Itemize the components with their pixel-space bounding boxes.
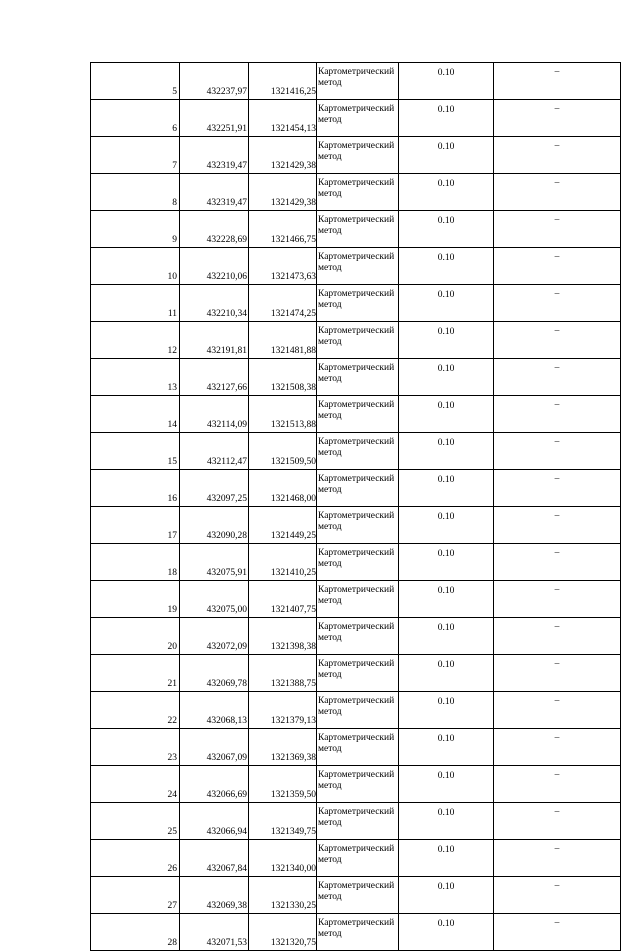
method-text: Картометрический метод bbox=[318, 696, 395, 717]
point-number-cell: 23 bbox=[91, 729, 180, 766]
table-row bbox=[91, 322, 621, 359]
accuracy-cell: 0.10 bbox=[399, 877, 494, 914]
point-number-cell: 13 bbox=[91, 359, 180, 396]
table-row bbox=[91, 581, 621, 618]
x-coordinate-cell: 432067,84 bbox=[180, 840, 249, 877]
x-coordinate-cell: 432072,09 bbox=[180, 618, 249, 655]
table-row bbox=[91, 914, 621, 951]
method-cell bbox=[317, 359, 399, 396]
note-cell: – bbox=[494, 507, 621, 544]
accuracy-cell: 0.10 bbox=[399, 914, 494, 951]
method-text: Картометрический метод bbox=[318, 326, 395, 347]
note-cell: – bbox=[494, 322, 621, 359]
method-text: Картометрический метод bbox=[318, 215, 395, 236]
y-coordinate-cell: 1321320,75 bbox=[249, 914, 317, 951]
x-coordinate-cell: 432319,47 bbox=[180, 137, 249, 174]
method-cell bbox=[317, 137, 399, 174]
method-text: Картометрический метод bbox=[318, 289, 395, 310]
method-cell bbox=[317, 581, 399, 618]
note-cell: – bbox=[494, 285, 621, 322]
point-number-cell: 12 bbox=[91, 322, 180, 359]
accuracy-cell: 0.10 bbox=[399, 211, 494, 248]
table-row bbox=[91, 248, 621, 285]
y-coordinate-cell: 1321416,25 bbox=[249, 63, 317, 100]
table-row bbox=[91, 285, 621, 322]
y-coordinate-cell: 1321513,88 bbox=[249, 396, 317, 433]
table-row bbox=[91, 655, 621, 692]
method-cell bbox=[317, 211, 399, 248]
point-number-cell: 28 bbox=[91, 914, 180, 951]
point-number-cell: 18 bbox=[91, 544, 180, 581]
x-coordinate-cell: 432127,66 bbox=[180, 359, 249, 396]
method-text: Картометрический метод bbox=[318, 585, 395, 606]
method-text: Картометрический метод bbox=[318, 881, 395, 902]
y-coordinate-cell: 1321369,38 bbox=[249, 729, 317, 766]
table-row bbox=[91, 766, 621, 803]
method-text: Картометрический метод bbox=[318, 733, 395, 754]
point-number-cell: 11 bbox=[91, 285, 180, 322]
method-text: Картометрический метод bbox=[318, 474, 395, 495]
method-cell bbox=[317, 618, 399, 655]
method-text: Картометрический метод bbox=[318, 770, 395, 791]
table-row bbox=[91, 507, 621, 544]
accuracy-cell: 0.10 bbox=[399, 359, 494, 396]
note-cell: – bbox=[494, 433, 621, 470]
y-coordinate-cell: 1321429,38 bbox=[249, 174, 317, 211]
method-cell bbox=[317, 470, 399, 507]
method-cell bbox=[317, 877, 399, 914]
y-coordinate-cell: 1321359,50 bbox=[249, 766, 317, 803]
method-cell bbox=[317, 692, 399, 729]
method-cell bbox=[317, 655, 399, 692]
note-cell: – bbox=[494, 840, 621, 877]
method-cell bbox=[317, 507, 399, 544]
accuracy-cell: 0.10 bbox=[399, 100, 494, 137]
x-coordinate-cell: 432075,00 bbox=[180, 581, 249, 618]
note-cell: – bbox=[494, 63, 621, 100]
y-coordinate-cell: 1321508,38 bbox=[249, 359, 317, 396]
accuracy-cell: 0.10 bbox=[399, 63, 494, 100]
y-coordinate-cell: 1321379,13 bbox=[249, 692, 317, 729]
method-cell bbox=[317, 396, 399, 433]
method-cell bbox=[317, 63, 399, 100]
note-cell: – bbox=[494, 174, 621, 211]
note-cell: – bbox=[494, 544, 621, 581]
y-coordinate-cell: 1321349,75 bbox=[249, 803, 317, 840]
note-cell: – bbox=[494, 914, 621, 951]
note-cell: – bbox=[494, 581, 621, 618]
method-cell bbox=[317, 766, 399, 803]
y-coordinate-cell: 1321466,75 bbox=[249, 211, 317, 248]
note-cell: – bbox=[494, 618, 621, 655]
x-coordinate-cell: 432228,69 bbox=[180, 211, 249, 248]
method-cell bbox=[317, 248, 399, 285]
method-cell bbox=[317, 433, 399, 470]
method-text: Картометрический метод bbox=[318, 548, 395, 569]
method-text: Картометрический метод bbox=[318, 918, 395, 939]
method-text: Картометрический метод bbox=[318, 807, 395, 828]
method-text: Картометрический метод bbox=[318, 622, 395, 643]
method-text: Картометрический метод bbox=[318, 659, 395, 680]
x-coordinate-cell: 432067,09 bbox=[180, 729, 249, 766]
table-row bbox=[91, 100, 621, 137]
method-cell bbox=[317, 840, 399, 877]
note-cell: – bbox=[494, 766, 621, 803]
method-cell bbox=[317, 100, 399, 137]
method-text: Картометрический метод bbox=[318, 178, 395, 199]
table-row bbox=[91, 470, 621, 507]
point-number-cell: 26 bbox=[91, 840, 180, 877]
method-text: Картометрический метод bbox=[318, 400, 395, 421]
table-row bbox=[91, 692, 621, 729]
x-coordinate-cell: 432097,25 bbox=[180, 470, 249, 507]
accuracy-cell: 0.10 bbox=[399, 433, 494, 470]
accuracy-cell: 0.10 bbox=[399, 840, 494, 877]
method-text: Картометрический метод bbox=[318, 844, 395, 865]
x-coordinate-cell: 432069,38 bbox=[180, 877, 249, 914]
table-row bbox=[91, 803, 621, 840]
accuracy-cell: 0.10 bbox=[399, 322, 494, 359]
method-text: Картометрический метод bbox=[318, 252, 395, 273]
note-cell: – bbox=[494, 396, 621, 433]
accuracy-cell: 0.10 bbox=[399, 470, 494, 507]
x-coordinate-cell: 432090,28 bbox=[180, 507, 249, 544]
x-coordinate-cell: 432069,78 bbox=[180, 655, 249, 692]
point-number-cell: 5 bbox=[91, 63, 180, 100]
table-row bbox=[91, 729, 621, 766]
point-number-cell: 19 bbox=[91, 581, 180, 618]
table-row bbox=[91, 137, 621, 174]
x-coordinate-cell: 432237,97 bbox=[180, 63, 249, 100]
table-row bbox=[91, 211, 621, 248]
accuracy-cell: 0.10 bbox=[399, 803, 494, 840]
note-cell: – bbox=[494, 137, 621, 174]
point-number-cell: 27 bbox=[91, 877, 180, 914]
point-number-cell: 9 bbox=[91, 211, 180, 248]
accuracy-cell: 0.10 bbox=[399, 692, 494, 729]
note-cell: – bbox=[494, 470, 621, 507]
table-row bbox=[91, 840, 621, 877]
method-cell bbox=[317, 322, 399, 359]
point-number-cell: 22 bbox=[91, 692, 180, 729]
accuracy-cell: 0.10 bbox=[399, 396, 494, 433]
x-coordinate-cell: 432112,47 bbox=[180, 433, 249, 470]
y-coordinate-cell: 1321340,00 bbox=[249, 840, 317, 877]
x-coordinate-cell: 432114,09 bbox=[180, 396, 249, 433]
accuracy-cell: 0.10 bbox=[399, 248, 494, 285]
coordinates-table bbox=[90, 62, 621, 951]
accuracy-cell: 0.10 bbox=[399, 507, 494, 544]
table-row bbox=[91, 877, 621, 914]
y-coordinate-cell: 1321474,25 bbox=[249, 285, 317, 322]
table-row bbox=[91, 433, 621, 470]
coordinates-table-body bbox=[91, 63, 621, 951]
y-coordinate-cell: 1321429,38 bbox=[249, 137, 317, 174]
x-coordinate-cell: 432075,91 bbox=[180, 544, 249, 581]
note-cell: – bbox=[494, 877, 621, 914]
method-text: Картометрический метод bbox=[318, 141, 395, 162]
point-number-cell: 15 bbox=[91, 433, 180, 470]
y-coordinate-cell: 1321473,63 bbox=[249, 248, 317, 285]
note-cell: – bbox=[494, 803, 621, 840]
table-row bbox=[91, 359, 621, 396]
y-coordinate-cell: 1321410,25 bbox=[249, 544, 317, 581]
accuracy-cell: 0.10 bbox=[399, 285, 494, 322]
y-coordinate-cell: 1321454,13 bbox=[249, 100, 317, 137]
x-coordinate-cell: 432210,34 bbox=[180, 285, 249, 322]
y-coordinate-cell: 1321407,75 bbox=[249, 581, 317, 618]
method-text: Картометрический метод bbox=[318, 511, 395, 532]
point-number-cell: 20 bbox=[91, 618, 180, 655]
accuracy-cell: 0.10 bbox=[399, 137, 494, 174]
y-coordinate-cell: 1321398,38 bbox=[249, 618, 317, 655]
point-number-cell: 17 bbox=[91, 507, 180, 544]
note-cell: – bbox=[494, 248, 621, 285]
method-text: Картометрический метод bbox=[318, 437, 395, 458]
accuracy-cell: 0.10 bbox=[399, 581, 494, 618]
point-number-cell: 14 bbox=[91, 396, 180, 433]
x-coordinate-cell: 432319,47 bbox=[180, 174, 249, 211]
method-cell bbox=[317, 285, 399, 322]
method-cell bbox=[317, 803, 399, 840]
method-cell bbox=[317, 174, 399, 211]
point-number-cell: 6 bbox=[91, 100, 180, 137]
method-text: Картометрический метод bbox=[318, 104, 395, 125]
point-number-cell: 7 bbox=[91, 137, 180, 174]
note-cell: – bbox=[494, 655, 621, 692]
x-coordinate-cell: 432191,81 bbox=[180, 322, 249, 359]
note-cell: – bbox=[494, 100, 621, 137]
y-coordinate-cell: 1321509,50 bbox=[249, 433, 317, 470]
point-number-cell: 24 bbox=[91, 766, 180, 803]
accuracy-cell: 0.10 bbox=[399, 655, 494, 692]
point-number-cell: 21 bbox=[91, 655, 180, 692]
method-text: Картометрический метод bbox=[318, 67, 395, 88]
method-cell bbox=[317, 544, 399, 581]
x-coordinate-cell: 432068,13 bbox=[180, 692, 249, 729]
y-coordinate-cell: 1321388,75 bbox=[249, 655, 317, 692]
table-row bbox=[91, 63, 621, 100]
accuracy-cell: 0.10 bbox=[399, 544, 494, 581]
y-coordinate-cell: 1321468,00 bbox=[249, 470, 317, 507]
table-row bbox=[91, 618, 621, 655]
y-coordinate-cell: 1321449,25 bbox=[249, 507, 317, 544]
point-number-cell: 8 bbox=[91, 174, 180, 211]
x-coordinate-cell: 432251,91 bbox=[180, 100, 249, 137]
point-number-cell: 25 bbox=[91, 803, 180, 840]
note-cell: – bbox=[494, 729, 621, 766]
x-coordinate-cell: 432071,53 bbox=[180, 914, 249, 951]
x-coordinate-cell: 432066,69 bbox=[180, 766, 249, 803]
accuracy-cell: 0.10 bbox=[399, 174, 494, 211]
y-coordinate-cell: 1321330,25 bbox=[249, 877, 317, 914]
accuracy-cell: 0.10 bbox=[399, 766, 494, 803]
accuracy-cell: 0.10 bbox=[399, 618, 494, 655]
point-number-cell: 10 bbox=[91, 248, 180, 285]
table-row bbox=[91, 396, 621, 433]
table-row bbox=[91, 544, 621, 581]
note-cell: – bbox=[494, 359, 621, 396]
note-cell: – bbox=[494, 211, 621, 248]
x-coordinate-cell: 432210,06 bbox=[180, 248, 249, 285]
y-coordinate-cell: 1321481,88 bbox=[249, 322, 317, 359]
point-number-cell: 16 bbox=[91, 470, 180, 507]
note-cell: – bbox=[494, 692, 621, 729]
method-text: Картометрический метод bbox=[318, 363, 395, 384]
method-cell bbox=[317, 914, 399, 951]
method-cell bbox=[317, 729, 399, 766]
accuracy-cell: 0.10 bbox=[399, 729, 494, 766]
table-row bbox=[91, 174, 621, 211]
x-coordinate-cell: 432066,94 bbox=[180, 803, 249, 840]
